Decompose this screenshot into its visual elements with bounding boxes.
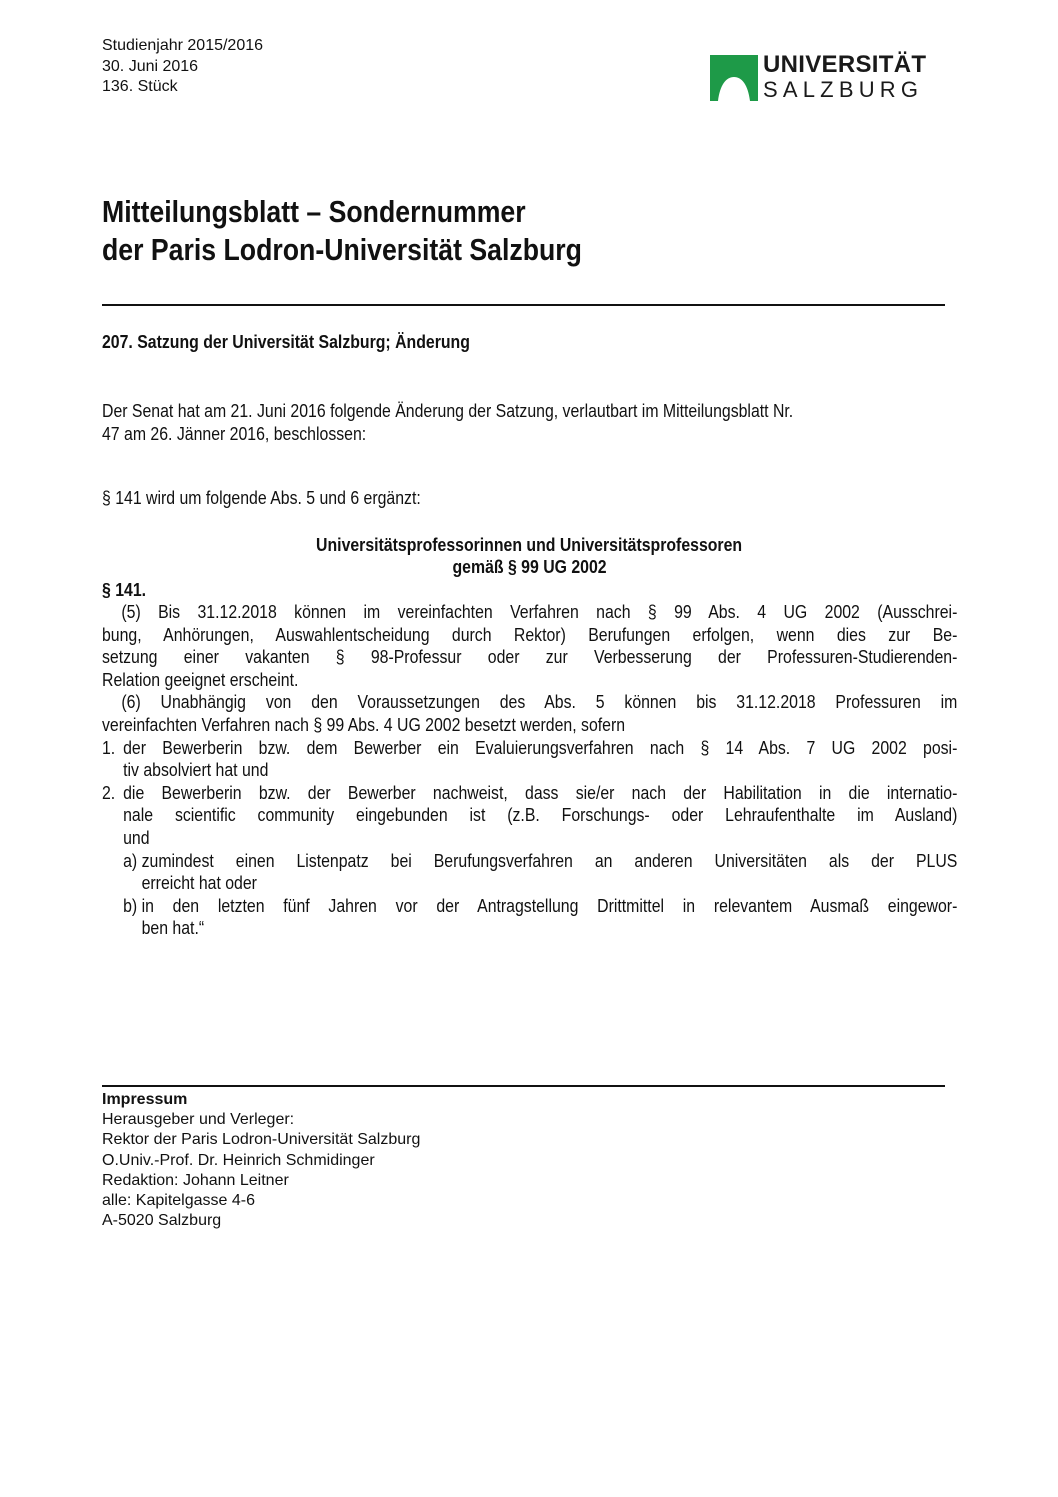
academic-year: Studienjahr 2015/2016: [102, 37, 264, 54]
item2-line: und: [123, 827, 150, 848]
abs6-line: (6) Unabhängig von den Voraussetzungen des Abs. 5 können bis 31.12.2018 Professuren im: [121, 692, 958, 713]
issue-number: 136. Stück: [102, 78, 178, 95]
list-marker: 1.: [102, 737, 116, 758]
paragraph-label: [102, 579, 152, 602]
arch-logo-icon: [710, 55, 758, 101]
logo-line1: UNIVERSITÄT: [763, 51, 927, 78]
issue-date: 30. Juni 2016: [102, 57, 199, 75]
centered-heading: [102, 534, 957, 578]
item1-line: der Bewerberin bzw. dem Bewerber ein Evaluierungsverfahren nach § 14 Abs. 7 UG 2002 posi-: [123, 737, 958, 758]
abs5-line: bung, Anhörungen, Auswahlentscheidung durch Rektor) Berufungen erfolgen, wenn dies zur Be-: [102, 624, 958, 645]
abs6-line: vereinfachten Verfahren nach § 99 Abs. 4 UG 2002 besetzt werden, sofern: [102, 714, 626, 735]
amend-note-text: § 141 wird um folgende Abs. 5 und 6 ergänzt:: [102, 488, 421, 508]
impressum-heading: Impressum: [102, 1091, 188, 1108]
item1-line: tiv absolviert hat und: [123, 760, 269, 781]
impressum-line: Redaktion: Johann Leitner: [102, 1171, 289, 1189]
item2-line: nale scientific community eingebunden ist (z.B. Forschungs- oder Lehraufenthalte im Ausland): [123, 805, 958, 826]
list-item-1: [102, 737, 957, 782]
intro-paragraph: [102, 400, 887, 446]
divider: [102, 304, 945, 306]
list-marker: 2.: [102, 782, 116, 803]
list-item-2: [102, 782, 957, 850]
sub-marker: b): [123, 895, 138, 916]
impressum-line: O.Univ.-Prof. Dr. Heinrich Schmidinger: [102, 1151, 375, 1169]
title-line1: Mitteilungsblatt – Sondernummer: [102, 194, 526, 229]
abs5-line: (5) Bis 31.12.2018 können im vereinfachten Verfahren nach § 99 Abs. 4 UG 2002 (Ausschrei-: [121, 602, 958, 622]
sub-b-line: ben hat.“: [141, 918, 205, 939]
centered-heading-line2: gemäß § 99 UG 2002: [452, 557, 607, 577]
impressum-line: A-5020 Salzburg: [102, 1212, 222, 1230]
impressum-line: Herausgeber und Verleger:: [102, 1111, 295, 1129]
section-heading: [102, 332, 520, 353]
intro-line2: 47 am 26. Jänner 2016, beschlossen:: [102, 424, 367, 444]
logo-line2: SALZBURG: [763, 77, 924, 102]
paragraph-body: [102, 601, 957, 940]
impressum-line: Rektor der Paris Lodron-Universität Salzburg: [102, 1131, 421, 1149]
issue-meta: [102, 36, 263, 98]
impressum: [102, 1090, 420, 1231]
sub-a-line: erreicht hat oder: [141, 873, 257, 894]
abs5-line: Relation geeignet erscheint.: [102, 669, 299, 690]
sub-item-b: [102, 895, 957, 940]
amend-note: [102, 487, 464, 510]
sub-b-line: in den letzten fünf Jahren vor der Antragstellung Drittmittel in relevantem Ausmaß eingewor-: [141, 895, 958, 916]
sub-marker: a): [123, 850, 138, 871]
university-logo: [710, 51, 927, 104]
intro-line1: Der Senat hat am 21. Juni 2016 folgende Änderung der Satzung, verlautbart im Mitteilungsblatt Nr.: [102, 401, 794, 421]
centered-heading-line1: Universitätsprofessorinnen und Universitätsprofessoren: [316, 535, 743, 555]
page-title: [102, 193, 660, 269]
paragraph-label-text: § 141.: [102, 580, 147, 600]
impressum-line: alle: Kapitelgasse 4-6: [102, 1192, 255, 1210]
sub-item-a: [102, 850, 957, 895]
abs5-line: setzung einer vakanten § 98-Professur oder zur Verbesserung der Professuren-Studierenden-: [102, 647, 958, 668]
title-line2: der Paris Lodron-Universität Salzburg: [102, 232, 582, 267]
item2-line: die Bewerberin bzw. der Bewerber nachweist, dass sie/er nach der Habilitation in die internatio-: [123, 782, 958, 803]
sub-a-line: zumindest einen Listenpatz bei Berufungsverfahren an anderen Universitäten als der PLUS: [141, 850, 958, 871]
impressum-divider: [102, 1085, 945, 1087]
section-heading-text: 207. Satzung der Universität Salzburg; Änderung: [102, 332, 470, 352]
